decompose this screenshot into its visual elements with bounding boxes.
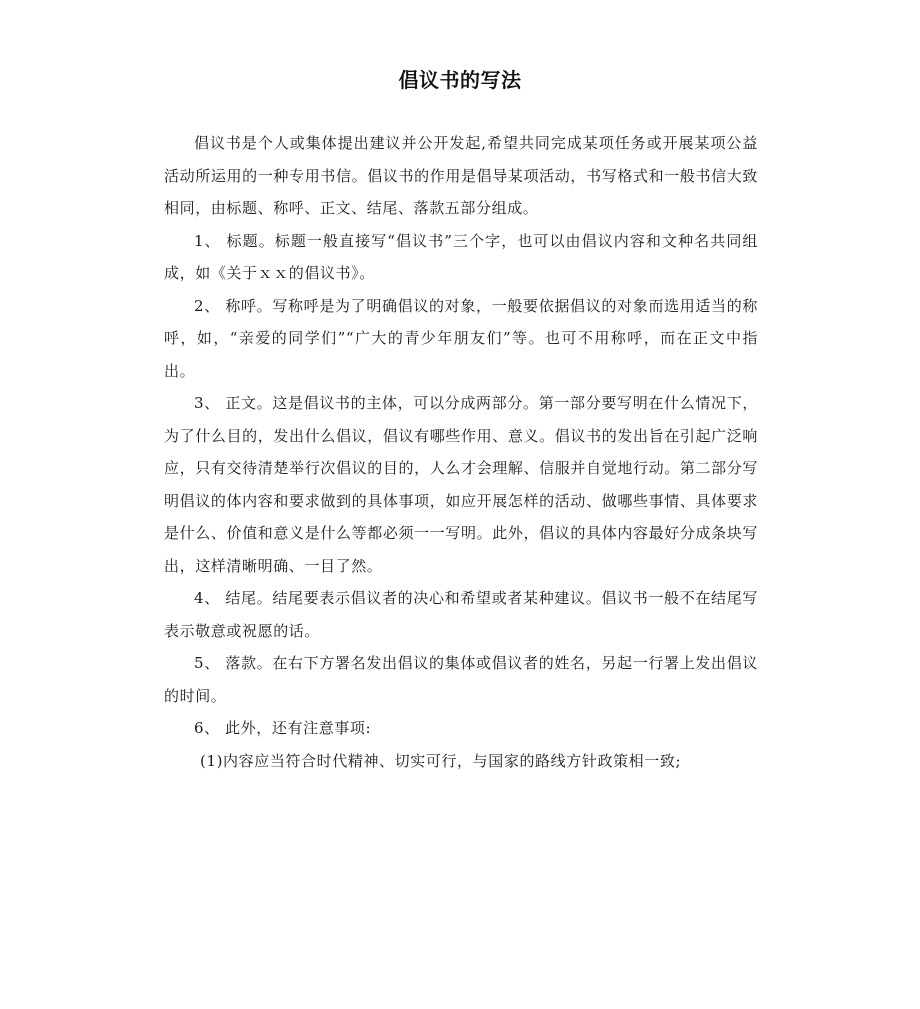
page-title: 倡议书的写法 [398,68,522,92]
paragraph-title-section: 1、 标题。标题一般直接写“倡议书”三个字，也可以由倡议内容和文种名共同组成，如《关于ｘｘ的倡议书》。 [164,231,758,282]
paragraph-salutation-section: 2、 称呼。写称呼是为了明确倡议的对象，一般要依据倡议的对象而选用适当的称呼，如，“亲爱的同学们”“广大的青少年朋友们”等。也可不用称呼，而在正文中指出。 [164,296,758,380]
paragraph-intro: 倡议书是个人或集体提出建议并公开发起,希望共同完成某项任务或开展某项公益活动所运用的一种专用书信。倡议书的作用是倡导某项活动，书写格式和一般书信大致相同，由标题、称呼、正文、结尾、落款五部分组成。 [164,134,758,217]
paragraph-body-section: 3、 正文。这是倡议书的主体，可以分成两部分。第一部分要写明在什么情况下，为了什么目的，发出什么倡议，倡议有哪些作用、意义。倡议书的发出旨在引起广泛响应，只有交待清楚举行次倡议的目的，人么才会理解、信服并自觉地行动。第二部分写明倡议的体内容和要求做到的具体事项，如应开展怎样的活动、做哪些事情、具体要求是什么、价值和意义是什么等都必须一一写明。此外，倡议的具体内容最好分成条块写出，这样清晰明确、一目了然。 [164,394,758,575]
paragraph-signature-section: 5、 落款。在右下方署名发出倡议的集体或倡议者的姓名，另起一行署上发出倡议的时间。 [164,654,758,705]
note-item: (1)内容应当符合时代精神、切实可行，与国家的路线方针政策相一致; [200,751,682,770]
paragraph-notes-section: 6、 此外，还有注意事项: [194,719,372,737]
document-body [164,127,758,777]
paragraph-ending-section: 4、 结尾。结尾要表示倡议者的决心和希望或者某种建议。倡议书一般不在结尾写表示敬意或祝愿的话。 [164,589,758,640]
